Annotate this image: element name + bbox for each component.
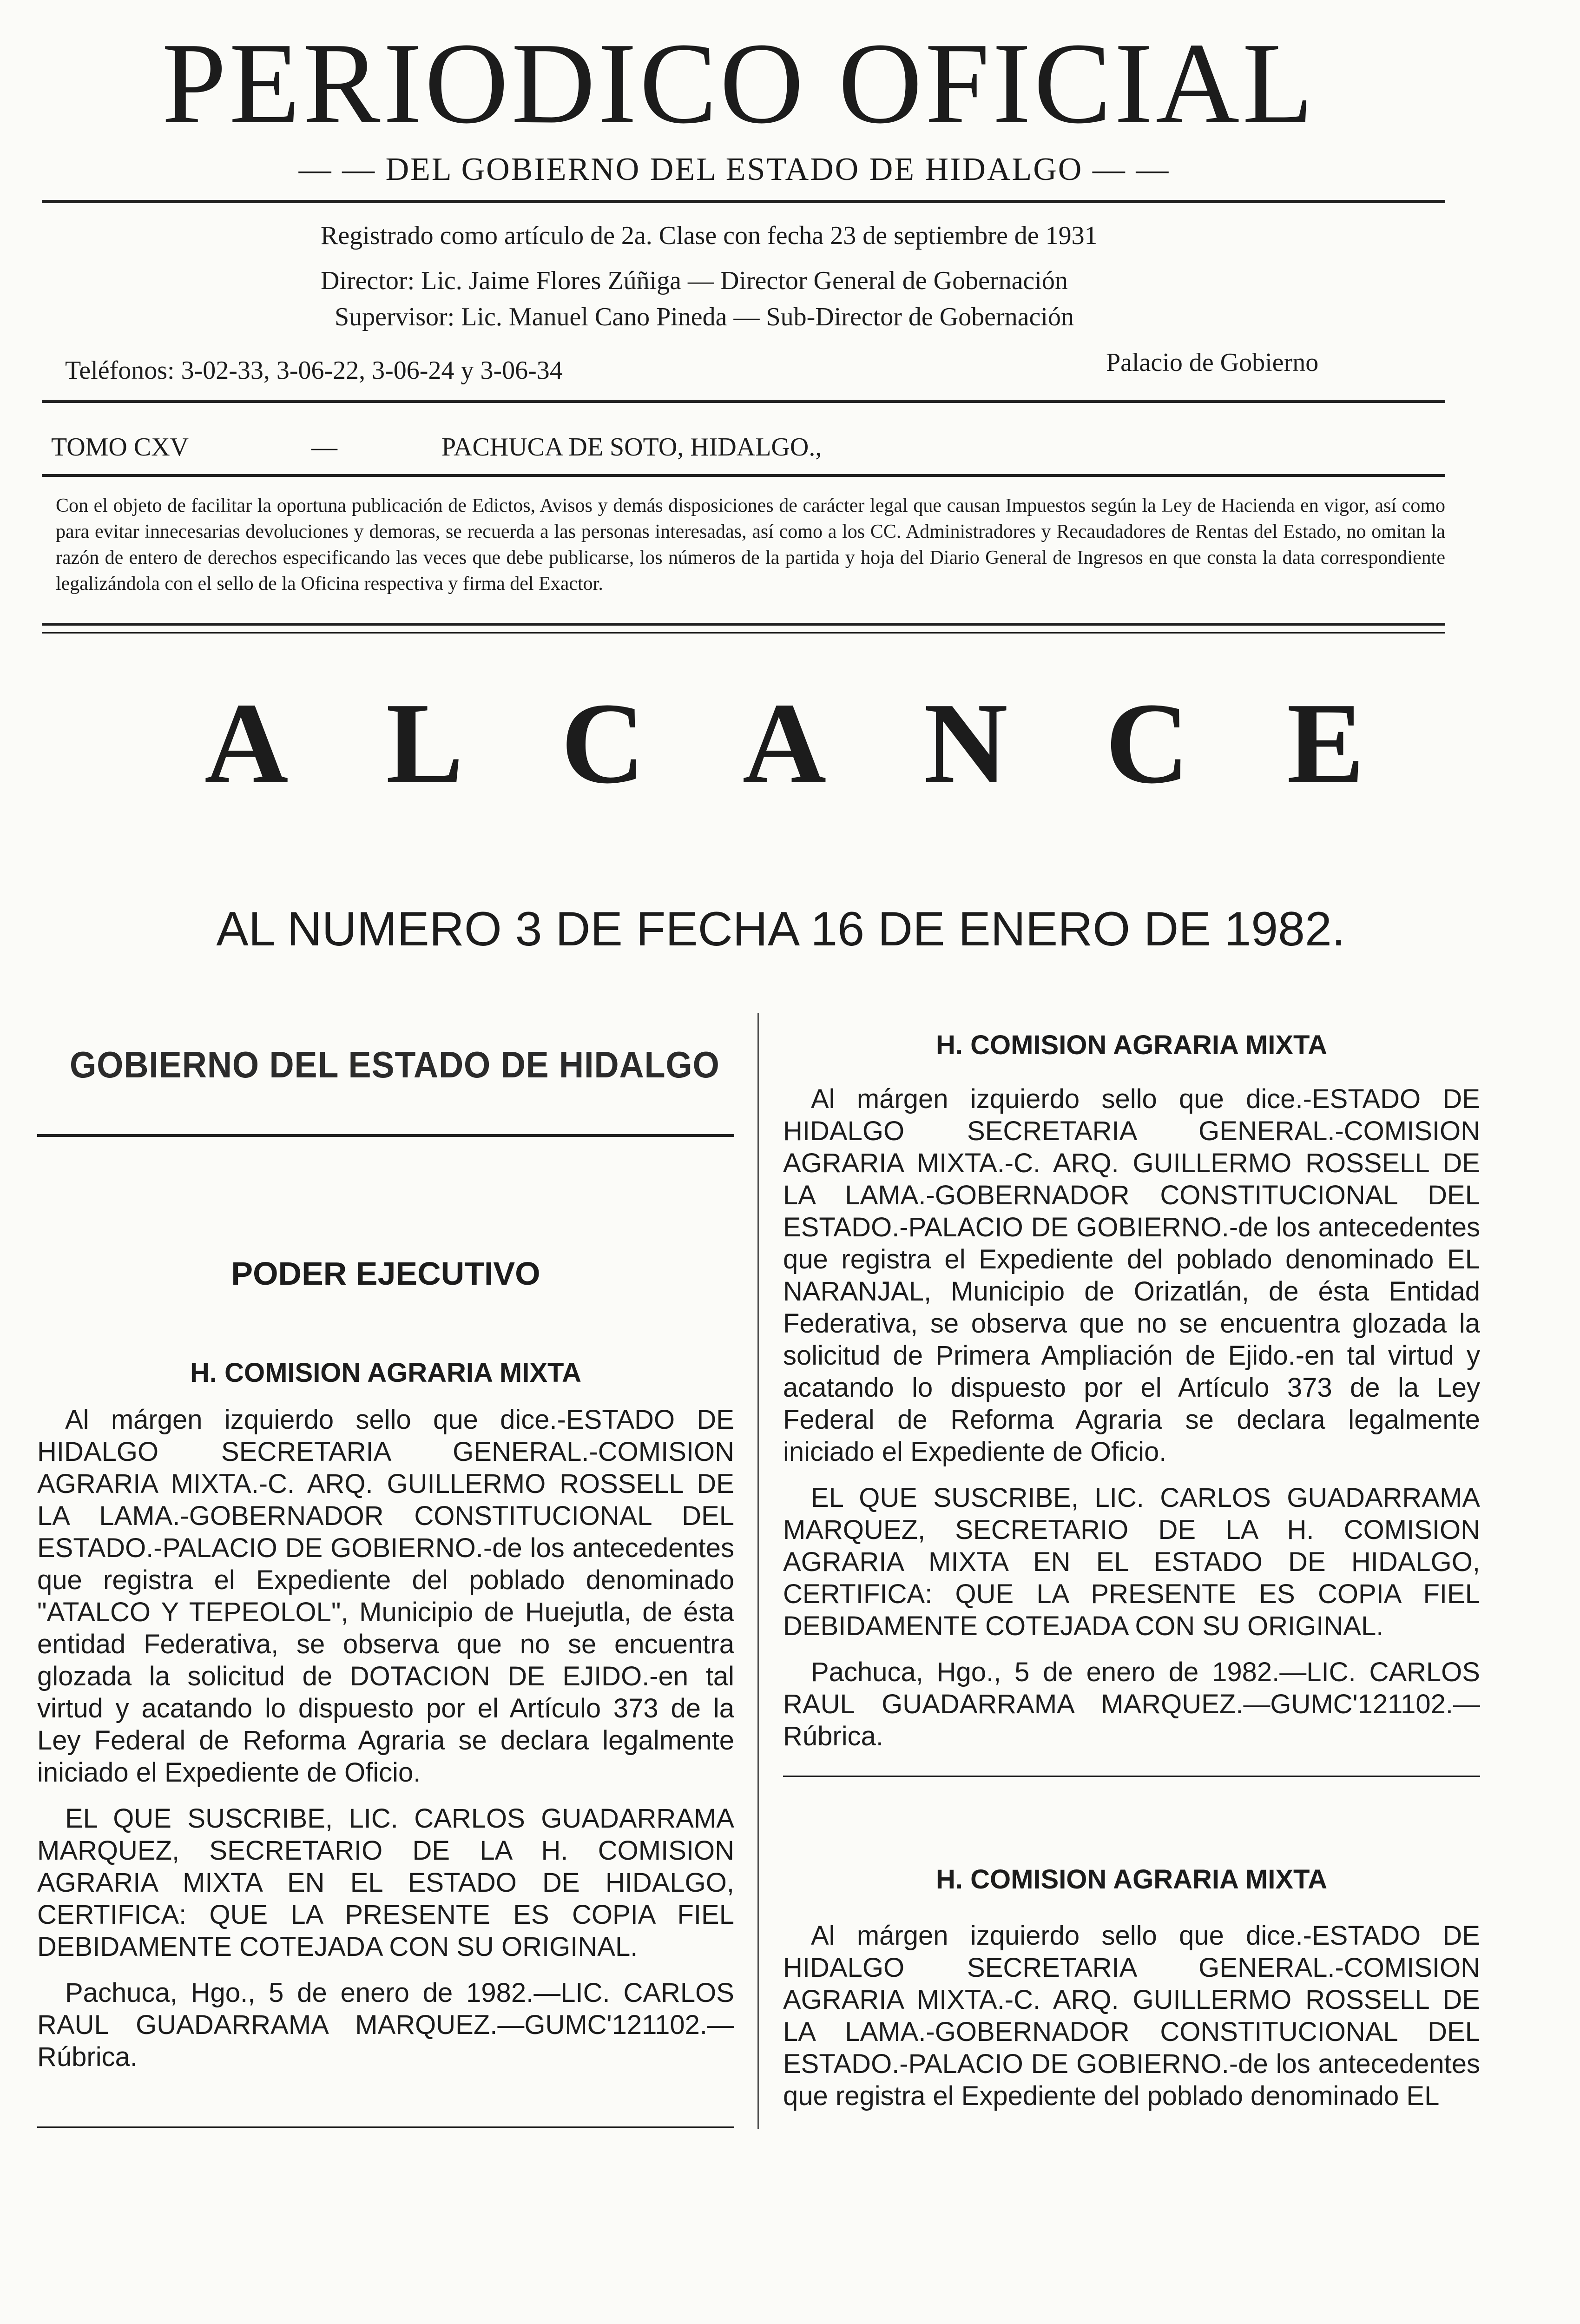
notice-rule-bottom-1 bbox=[42, 623, 1445, 626]
comision-heading: H. COMISION AGRARIA MIXTA bbox=[190, 1358, 582, 1388]
tomo-dash: — bbox=[311, 433, 337, 462]
legal-notice: Con el objeto de facilitar la oportuna publicación de Edictos, Avisos y demás disposiciones de carácter legal que causan Impuestos según la Ley de Hacienda en vigor, así como para evitar innecesarias devoluciones y demoras, se recuerda a las personas interesadas, así como a los CC. Administradores y Recaudadores de Rentas del Estado, no omitan la razón de entero de derechos especificando las veces que debe publicarse, los números de la partida y hoja del Diario General de Ingresos en que consta la data correspondiente legalizándola con el sello de la Oficina respectiva y firma del Exactor. bbox=[56, 495, 1445, 594]
left-rule-2 bbox=[37, 2126, 734, 2128]
alcance-letter: E bbox=[1287, 679, 1366, 808]
masthead-rule-mid bbox=[42, 400, 1445, 403]
issue-reference: AL NUMERO 3 DE FECHA 16 DE ENERO DE 1982. bbox=[216, 902, 1345, 956]
alcance-letter: A bbox=[204, 679, 290, 808]
left-paragraph: Pachuca, Hgo., 5 de enero de 1982.—LIC. CARLOS RAUL GUADARRAMA MARQUEZ.—GUMC'121102.—Rúbrica. bbox=[37, 1978, 734, 2072]
alcance-heading bbox=[204, 679, 1366, 808]
right-paragraph: Al márgen izquierdo sello que dice.-ESTADO DE HIDALGO SECRETARIA GENERAL.-COMISION AGRARIA MIXTA.-C. ARQ. GUILLERMO ROSSELL DE LA LAMA.-GOBERNADOR CONSTITUCIONAL DEL ESTADO.-PALACIO DE GOBIERNO.-de los antecedentes que registra el Expediente del poblado denominado EL bbox=[783, 1921, 1480, 2111]
alcance-letter: C bbox=[561, 679, 647, 808]
notice-rule-top bbox=[42, 474, 1445, 477]
right-rule-1 bbox=[783, 1776, 1480, 1777]
left-paragraph: Al márgen izquierdo sello que dice.-ESTADO DE HIDALGO SECRETARIA GENERAL.-COMISION AGRARIA MIXTA.-C. ARQ. GUILLERMO ROSSELL DE LA LAMA.-GOBERNADOR CONSTITUCIONAL DEL ESTADO.-PALACIO DE GOBIERNO.-de los antecedentes que registra el Expediente del poblado denominado "ATALCO Y TEPEOLOL", Municipio de Huejutla, de ésta entidad Federativa, se observa que no se encuentra glozada la solicitud de DOTACION DE EJIDO.-en tal virtud y acatando lo dispuesto por el Artículo 373 de la Ley Federal de Reforma Agraria se declara legalmente iniciado el Expediente de Oficio. bbox=[37, 1405, 734, 1788]
comision-heading: H. COMISION AGRARIA MIXTA bbox=[935, 1864, 1328, 1895]
registro-line: Registrado como artículo de 2a. Clase con fecha 23 de septiembre de 1931 bbox=[321, 221, 1098, 250]
alcance-letter: L bbox=[386, 679, 466, 808]
left-rule-1 bbox=[37, 1134, 734, 1137]
comision-heading: H. COMISION AGRARIA MIXTA bbox=[935, 1030, 1328, 1060]
right-column-body-2 bbox=[783, 1920, 1480, 2126]
column-divider bbox=[757, 1013, 759, 2129]
poder-ejecutivo-heading: PODER EJECUTIVO bbox=[231, 1255, 540, 1292]
masthead-rule-top bbox=[42, 200, 1445, 203]
gobierno-heading: GOBIERNO DEL ESTADO DE HIDALGO bbox=[70, 1044, 720, 1085]
tomo-label: TOMO CXV bbox=[51, 433, 189, 462]
right-paragraph: EL QUE SUSCRIBE, LIC. CARLOS GUADARRAMA MARQUEZ, SECRETARIO DE LA H. COMISION AGRARIA MIXTA EN EL ESTADO DE HIDALGO, CERTIFICA: QUE LA PRESENTE ES COPIA FIEL DEBIDAMENTE COTEJADA CON SU ORIGINAL. bbox=[783, 1483, 1480, 1641]
alcance-letter: C bbox=[1105, 679, 1192, 808]
notice-rule-bottom-2 bbox=[42, 632, 1445, 634]
masthead-subtitle: — — DEL GOBIERNO DEL ESTADO DE HIDALGO — — bbox=[298, 152, 1170, 187]
right-column-body bbox=[783, 1083, 1480, 1766]
right-paragraph: Al márgen izquierdo sello que dice.-ESTADO DE HIDALGO SECRETARIA GENERAL.-COMISION AGRARIA MIXTA.-C. ARQ. GUILLERMO ROSSELL DE LA LAMA.-GOBERNADOR CONSTITUCIONAL DEL ESTADO.-PALACIO DE GOBIERNO.-de los antecedentes que registra el Expediente del poblado denominado EL NARANJAL, Municipio de Orizatlán, de ésta Entidad Federativa, se observa que no se encuentra glozada la solicitud de Primera Ampliación de Ejido.-en tal virtud y acatando lo dispuesto por el Artículo 373 de la Ley Federal de Reforma Agraria se declara legalmente iniciado el Expediente de Oficio. bbox=[783, 1084, 1480, 1467]
alcance-letter: A bbox=[742, 679, 829, 808]
left-column-body bbox=[37, 1404, 734, 2087]
palacio-line: Palacio de Gobierno bbox=[1106, 348, 1319, 377]
right-paragraph: Pachuca, Hgo., 5 de enero de 1982.—LIC. CARLOS RAUL GUADARRAMA MARQUEZ.—GUMC'121102.—Rúbrica. bbox=[783, 1657, 1480, 1751]
place-line: PACHUCA DE SOTO, HIDALGO., bbox=[441, 433, 822, 462]
supervisor-line: Supervisor: Lic. Manuel Cano Pineda — Sub-Director de Gobernación bbox=[335, 303, 1074, 331]
director-line: Director: Lic. Jaime Flores Zúñiga — Director General de Gobernación bbox=[321, 266, 1068, 295]
telefonos-line: Teléfonos: 3-02-33, 3-06-22, 3-06-24 y 3-06-34 bbox=[65, 356, 563, 385]
alcance-letter: N bbox=[924, 679, 1010, 808]
left-paragraph: EL QUE SUSCRIBE, LIC. CARLOS GUADARRAMA MARQUEZ, SECRETARIO DE LA H. COMISION AGRARIA MIXTA EN EL ESTADO DE HIDALGO, CERTIFICA: QUE LA PRESENTE ES COPIA FIEL DEBIDAMENTE COTEJADA CON SU ORIGINAL. bbox=[37, 1803, 734, 1962]
masthead-title: PERIODICO OFICIAL bbox=[162, 19, 1316, 148]
